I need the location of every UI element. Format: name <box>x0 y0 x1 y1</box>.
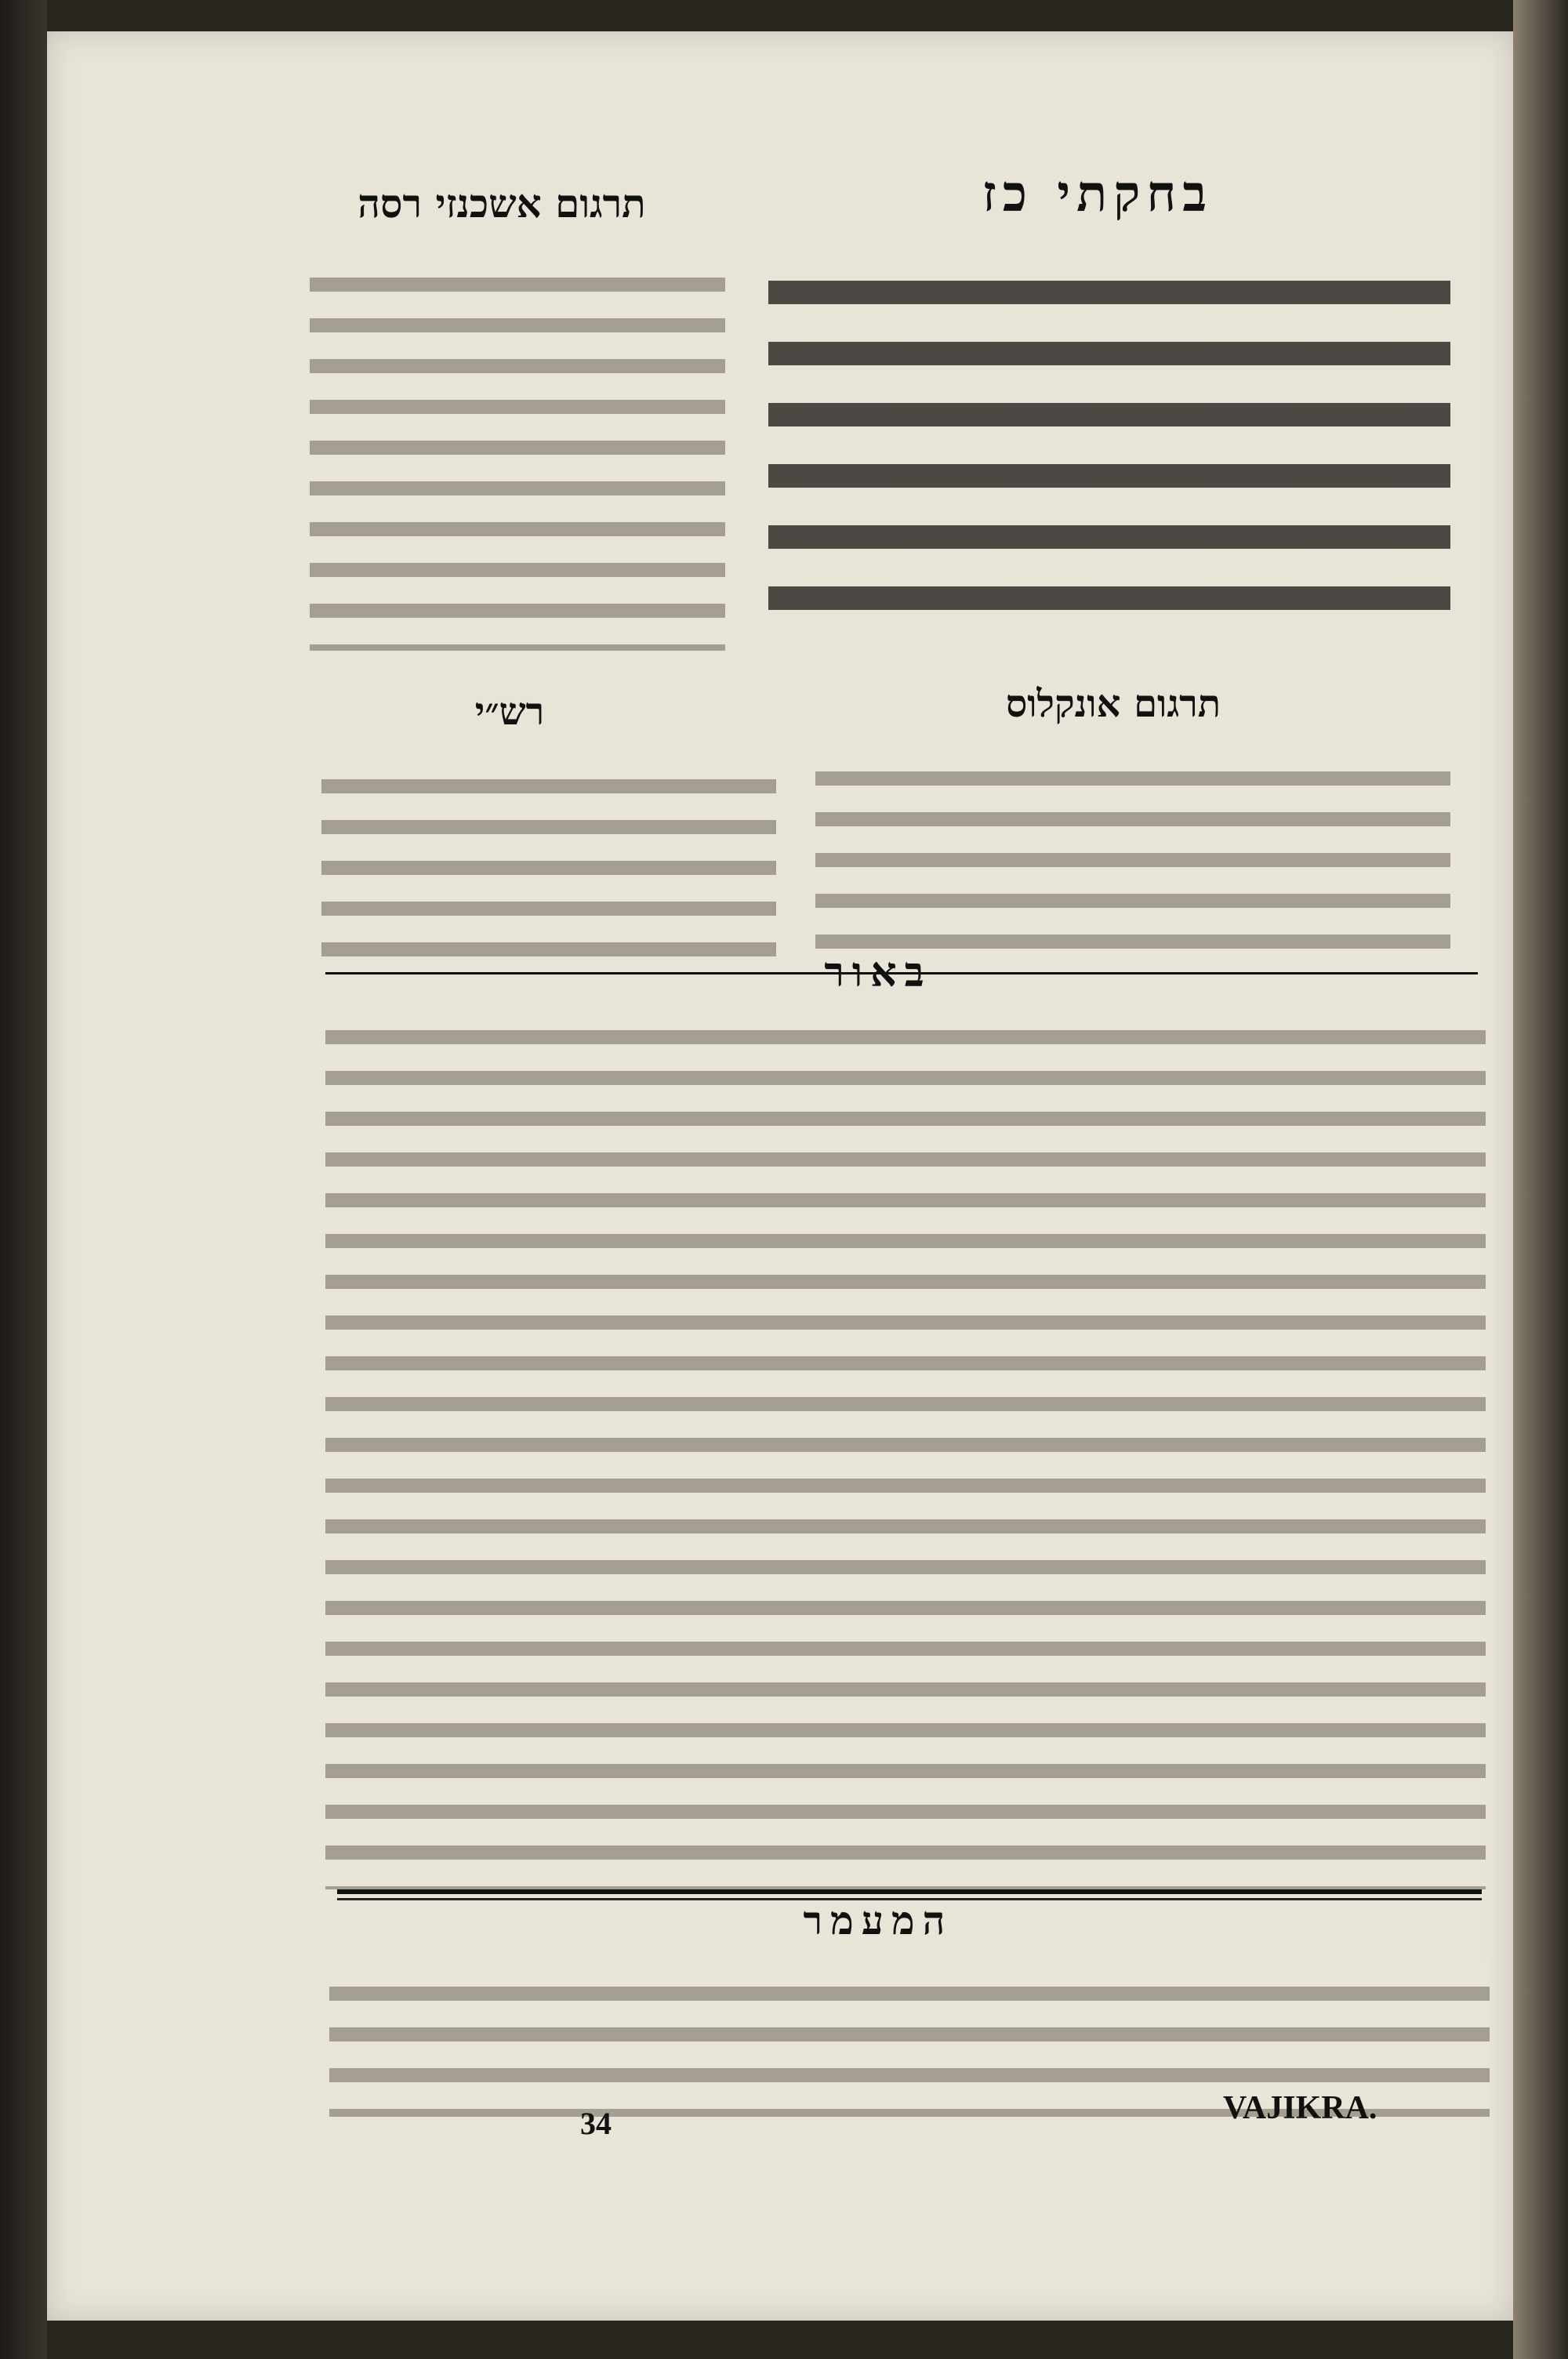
parasha-header: בחקתי כז <box>982 165 1214 223</box>
book-binding <box>0 0 47 2359</box>
targum-ashkenazi-text <box>310 251 725 651</box>
hebrew-verse-text <box>768 243 1450 612</box>
hamaamar-header: המעמר <box>803 1897 953 1943</box>
biur-text <box>325 1003 1486 1889</box>
scanned-page <box>47 31 1513 2321</box>
onkelos-header: תרגום אונקלוס <box>1005 682 1221 726</box>
page-number: 34 <box>580 2106 612 2141</box>
onkelos-text <box>815 745 1450 949</box>
targum-ashkenazi-header: תרגום אשכנזי רסה <box>358 180 646 227</box>
maamar-divider <box>337 1889 1482 1894</box>
biur-header: באור <box>824 949 932 996</box>
rashi-text <box>321 753 776 956</box>
page-edge <box>1513 0 1568 2359</box>
book-name: VAJIKRA. <box>1223 2090 1377 2126</box>
rashi-header: רש״י <box>474 690 545 734</box>
